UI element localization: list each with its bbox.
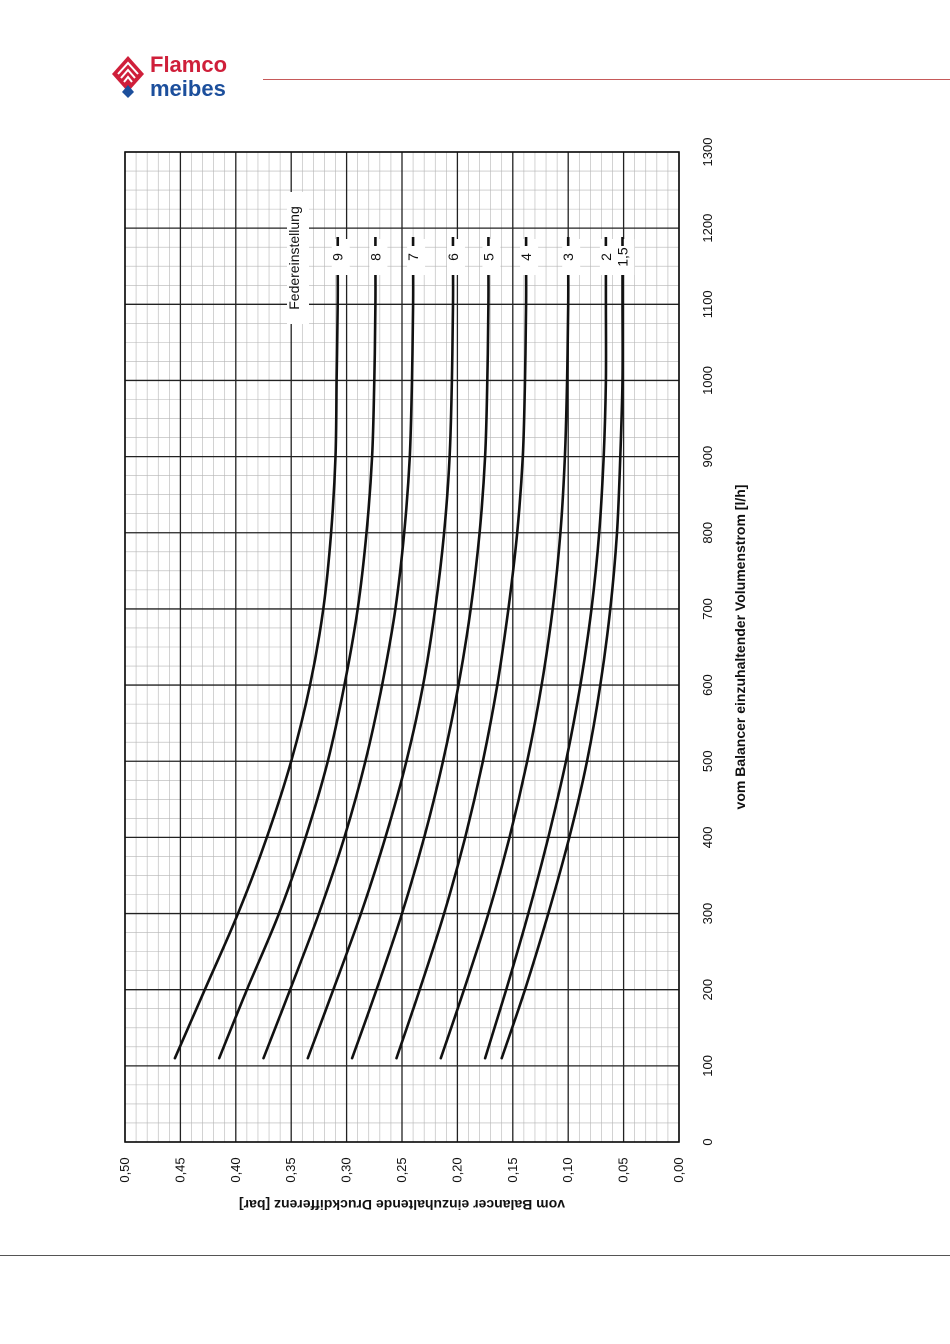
y-tick-label: 0,50 <box>117 1157 132 1183</box>
series-label: 2 <box>597 253 614 261</box>
series-label: 6 <box>444 253 461 261</box>
series-label: 5 <box>480 253 497 261</box>
x-tick-label: 1100 <box>700 290 715 319</box>
y-axis-title: vom Balancer einzuhaltende Druckdifferenz [bar] <box>239 1197 565 1213</box>
x-tick-label: 300 <box>700 902 715 925</box>
series-label: 7 <box>405 253 422 261</box>
x-axis-title: vom Balancer einzuhaltender Volumenstrom [l/h] <box>732 484 748 810</box>
x-tick-label: 100 <box>700 1054 715 1077</box>
x-tick-label: 1300 <box>700 137 715 167</box>
x-tick-label: 1200 <box>700 213 715 243</box>
series-label: 9 <box>329 253 346 261</box>
x-tick-label: 700 <box>700 598 715 620</box>
y-tick-label: 0,25 <box>394 1157 409 1183</box>
x-tick-label: 200 <box>700 978 715 1001</box>
y-tick-label: 0,35 <box>283 1157 299 1183</box>
curve-setting-3 <box>441 266 568 1058</box>
y-tick-label: 0,15 <box>504 1157 520 1183</box>
y-tick-label: 0,45 <box>172 1157 188 1183</box>
legend-title: Federeinstellung <box>286 206 302 310</box>
series-label: 8 <box>367 253 384 261</box>
x-tick-label: 500 <box>700 750 715 773</box>
y-tick-label: 0,05 <box>615 1157 631 1183</box>
x-tick-label: 0 <box>700 1138 715 1146</box>
x-tick-label: 600 <box>700 674 715 696</box>
y-tick-label: 0,20 <box>449 1157 465 1183</box>
brand-name-flamco: Flamco <box>150 52 228 77</box>
series-label: 3 <box>560 253 577 261</box>
y-tick-label: 0,30 <box>338 1157 354 1183</box>
brand-name-meibes: meibes <box>150 76 226 101</box>
x-tick-label: 900 <box>700 445 715 468</box>
x-tick-label: 800 <box>700 521 715 544</box>
y-tick-label: 0,00 <box>671 1157 686 1183</box>
curve-setting-6 <box>308 266 453 1058</box>
x-tick-label: 1000 <box>700 366 715 395</box>
series-label: 4 <box>518 253 535 261</box>
y-tick-label: 0,10 <box>560 1157 576 1183</box>
curve-setting-5 <box>352 266 488 1058</box>
series-label: 1,5 <box>614 247 631 267</box>
x-tick-label: 400 <box>700 826 715 849</box>
y-tick-label: 0,40 <box>227 1157 243 1183</box>
